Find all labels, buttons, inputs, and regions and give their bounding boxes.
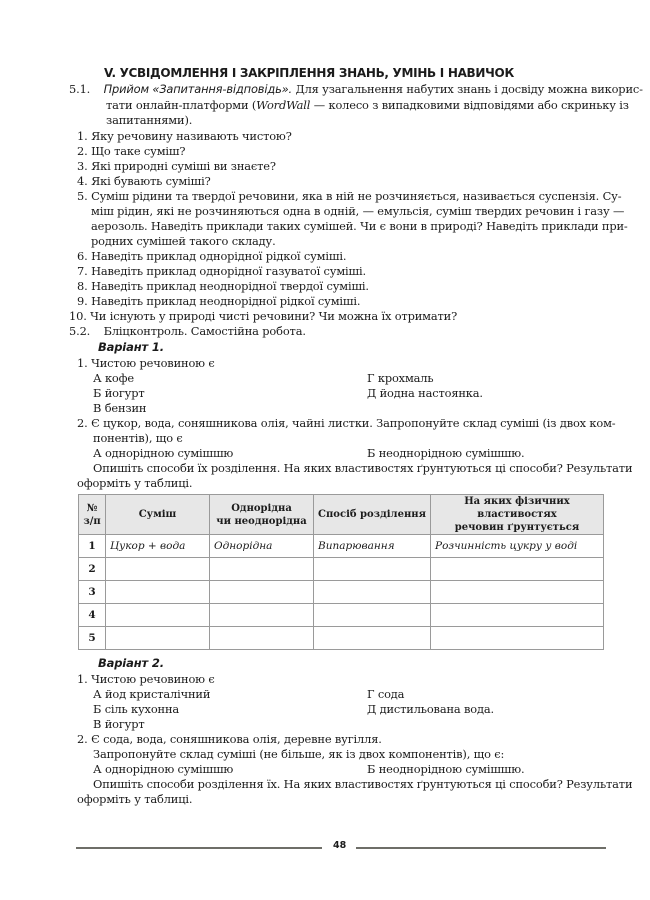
answer-option-v: В бензин	[93, 401, 147, 415]
variant-1-question-2: 2. Є цукор, вода, соняшникова олія, чайні листки. Запропонуйте склад суміші (із двох ком-	[77, 416, 616, 430]
question-item-continued: аерозоль. Наведіть приклади таких сумішей. Чи є вони в природі? Наведіть приклади при-	[91, 219, 628, 233]
cell-physical-properties	[431, 627, 604, 650]
header-separation-method: Спосіб розділення	[314, 495, 431, 535]
cell-homogeneity	[210, 604, 314, 627]
cell-mixture	[106, 558, 210, 581]
question-item: 7. Наведіть приклад однорідної газуватої суміші.	[77, 264, 366, 278]
cell-physical-properties: Розчинність цукру у воді	[431, 535, 604, 558]
cell-mixture	[106, 604, 210, 627]
header-number: № з/п	[79, 495, 106, 535]
cell-separation-method	[314, 627, 431, 650]
cell-homogeneity	[210, 627, 314, 650]
question-item: 5. Суміш рідини та твердої речовини, яка в ній не розчиняється, називається суспензія. Су-	[77, 189, 622, 203]
item-text: Для узагальнення набутих знань і досвіду можна викорис-	[291, 82, 643, 96]
cell-homogeneity	[210, 581, 314, 604]
item-number: 5.2.	[69, 324, 91, 338]
answer-option-g: Г крохмаль	[367, 371, 434, 385]
cell-physical-properties	[431, 558, 604, 581]
table-row	[79, 627, 604, 650]
mixtures-table	[78, 494, 604, 650]
table-row	[79, 558, 604, 581]
header-mixture: Суміш	[106, 495, 210, 535]
answer-option-b: Б неоднорідною сумішшю.	[367, 446, 525, 460]
cell-physical-properties	[431, 604, 604, 627]
cell-separation-method: Випарювання	[314, 535, 431, 558]
platform-name: WordWall	[256, 98, 311, 112]
answer-option-g: Г сода	[367, 687, 405, 701]
section-title: V. УСВІДОМЛЕННЯ І ЗАКРІПЛЕННЯ ЗНАНЬ, УМІНЬ І НАВИЧОК	[104, 66, 514, 80]
answer-option-b: Б неоднорідною сумішшю.	[367, 762, 525, 776]
answer-option-a: А однорідною сумішшю	[93, 446, 234, 460]
answer-option-d: Д дистильована вода.	[367, 702, 494, 716]
answer-option-b: Б сіль кухонна	[93, 702, 180, 716]
cell-separation-method	[314, 581, 431, 604]
question-item: 8. Наведіть приклад неоднорідної твердої суміші.	[77, 279, 369, 293]
row-number: 3	[79, 581, 106, 604]
answer-option-a: А однорідною сумішшю	[93, 762, 234, 776]
cell-physical-properties	[431, 581, 604, 604]
question-item: 10. Чи існують у природі чисті речовини? Чи можна їх отримати?	[69, 309, 458, 323]
table-row	[79, 535, 604, 558]
question-item-continued: міш рідин, які не розчиняються одна в одній, — емульсія, суміш твердих речовин і газу —	[91, 204, 625, 218]
page-number: 48	[333, 840, 347, 851]
answer-option-a: А йод кристалічний	[93, 687, 211, 701]
instruction-text-continued: оформіть у таблиці.	[77, 792, 193, 806]
cell-separation-method	[314, 558, 431, 581]
question-item: 1. Яку речовину називають чистою?	[77, 129, 292, 143]
header-homogeneity: Однорідна чи неоднорідна	[210, 495, 314, 535]
table-row	[79, 581, 604, 604]
answer-option-d: Д йодна настоянка.	[367, 386, 483, 400]
item-5-1-line3: запитаннями).	[106, 113, 193, 127]
item-text: — колесо з випадковими відповідями або скриньку із	[310, 98, 629, 112]
row-number: 4	[79, 604, 106, 627]
cell-separation-method	[314, 604, 431, 627]
cell-homogeneity: Однорідна	[210, 535, 314, 558]
question-item: 6. Наведіть приклад однорідної рідкої суміші.	[77, 249, 347, 263]
question-continued: Запропонуйте склад суміші (не більше, як із двох компонентів), що є:	[93, 747, 505, 761]
variant-1-question-1: 1. Чистою речовиною є	[77, 356, 215, 370]
variant-1-title: Варіант 1.	[98, 340, 164, 354]
item-5-2	[69, 324, 306, 339]
row-number: 5	[79, 627, 106, 650]
row-number: 2	[79, 558, 106, 581]
question-item: 9. Наведіть приклад неоднорідної рідкої суміші.	[77, 294, 361, 308]
item-text: тати онлайн-платформи (	[106, 98, 257, 112]
table-header-row	[79, 495, 604, 535]
variant-2-title: Варіант 2.	[98, 656, 164, 670]
cell-homogeneity	[210, 558, 314, 581]
question-item: 4. Які бувають суміші?	[77, 174, 211, 188]
question-item: 3. Які природні суміші ви знаєте?	[77, 159, 276, 173]
item-5-1-line1	[69, 82, 643, 97]
instruction-text: Опишіть способи їх розділення. На яких властивостях ґрунтуються ці способи? Результати	[93, 461, 633, 475]
question-item: 2. Що таке суміш?	[77, 144, 186, 158]
variant-2-question-2: 2. Є сода, вода, соняшникова олія, деревне вугілля.	[77, 732, 382, 746]
cell-mixture	[106, 627, 210, 650]
answer-option-v: В йогурт	[93, 717, 145, 731]
item-5-1-line2	[106, 98, 629, 113]
footer-rule-right	[356, 847, 606, 849]
technique-name: Прийом «Запитання-відповідь».	[103, 82, 292, 96]
footer-rule-left	[76, 847, 322, 849]
answer-option-b: Б йогурт	[93, 386, 145, 400]
instruction-text-continued: оформіть у таблиці.	[77, 476, 193, 490]
cell-mixture: Цукор + вода	[106, 535, 210, 558]
answer-option-a: А кофе	[93, 371, 134, 385]
question-item-continued: родних сумішей такого складу.	[91, 234, 276, 248]
cell-mixture	[106, 581, 210, 604]
item-number: 5.1.	[69, 82, 91, 96]
variant-2-question-1: 1. Чистою речовиною є	[77, 672, 215, 686]
row-number: 1	[79, 535, 106, 558]
item-text: Бліцконтроль. Самостійна робота.	[103, 324, 306, 338]
instruction-text: Опишіть способи розділення їх. На яких властивостях ґрунтуються ці способи? Результати	[93, 777, 633, 791]
table-row	[79, 604, 604, 627]
question-continued: понентів), що є	[93, 431, 183, 445]
header-physical-properties: На яких фізичних властивостях речовин ґрунтується	[431, 495, 604, 535]
